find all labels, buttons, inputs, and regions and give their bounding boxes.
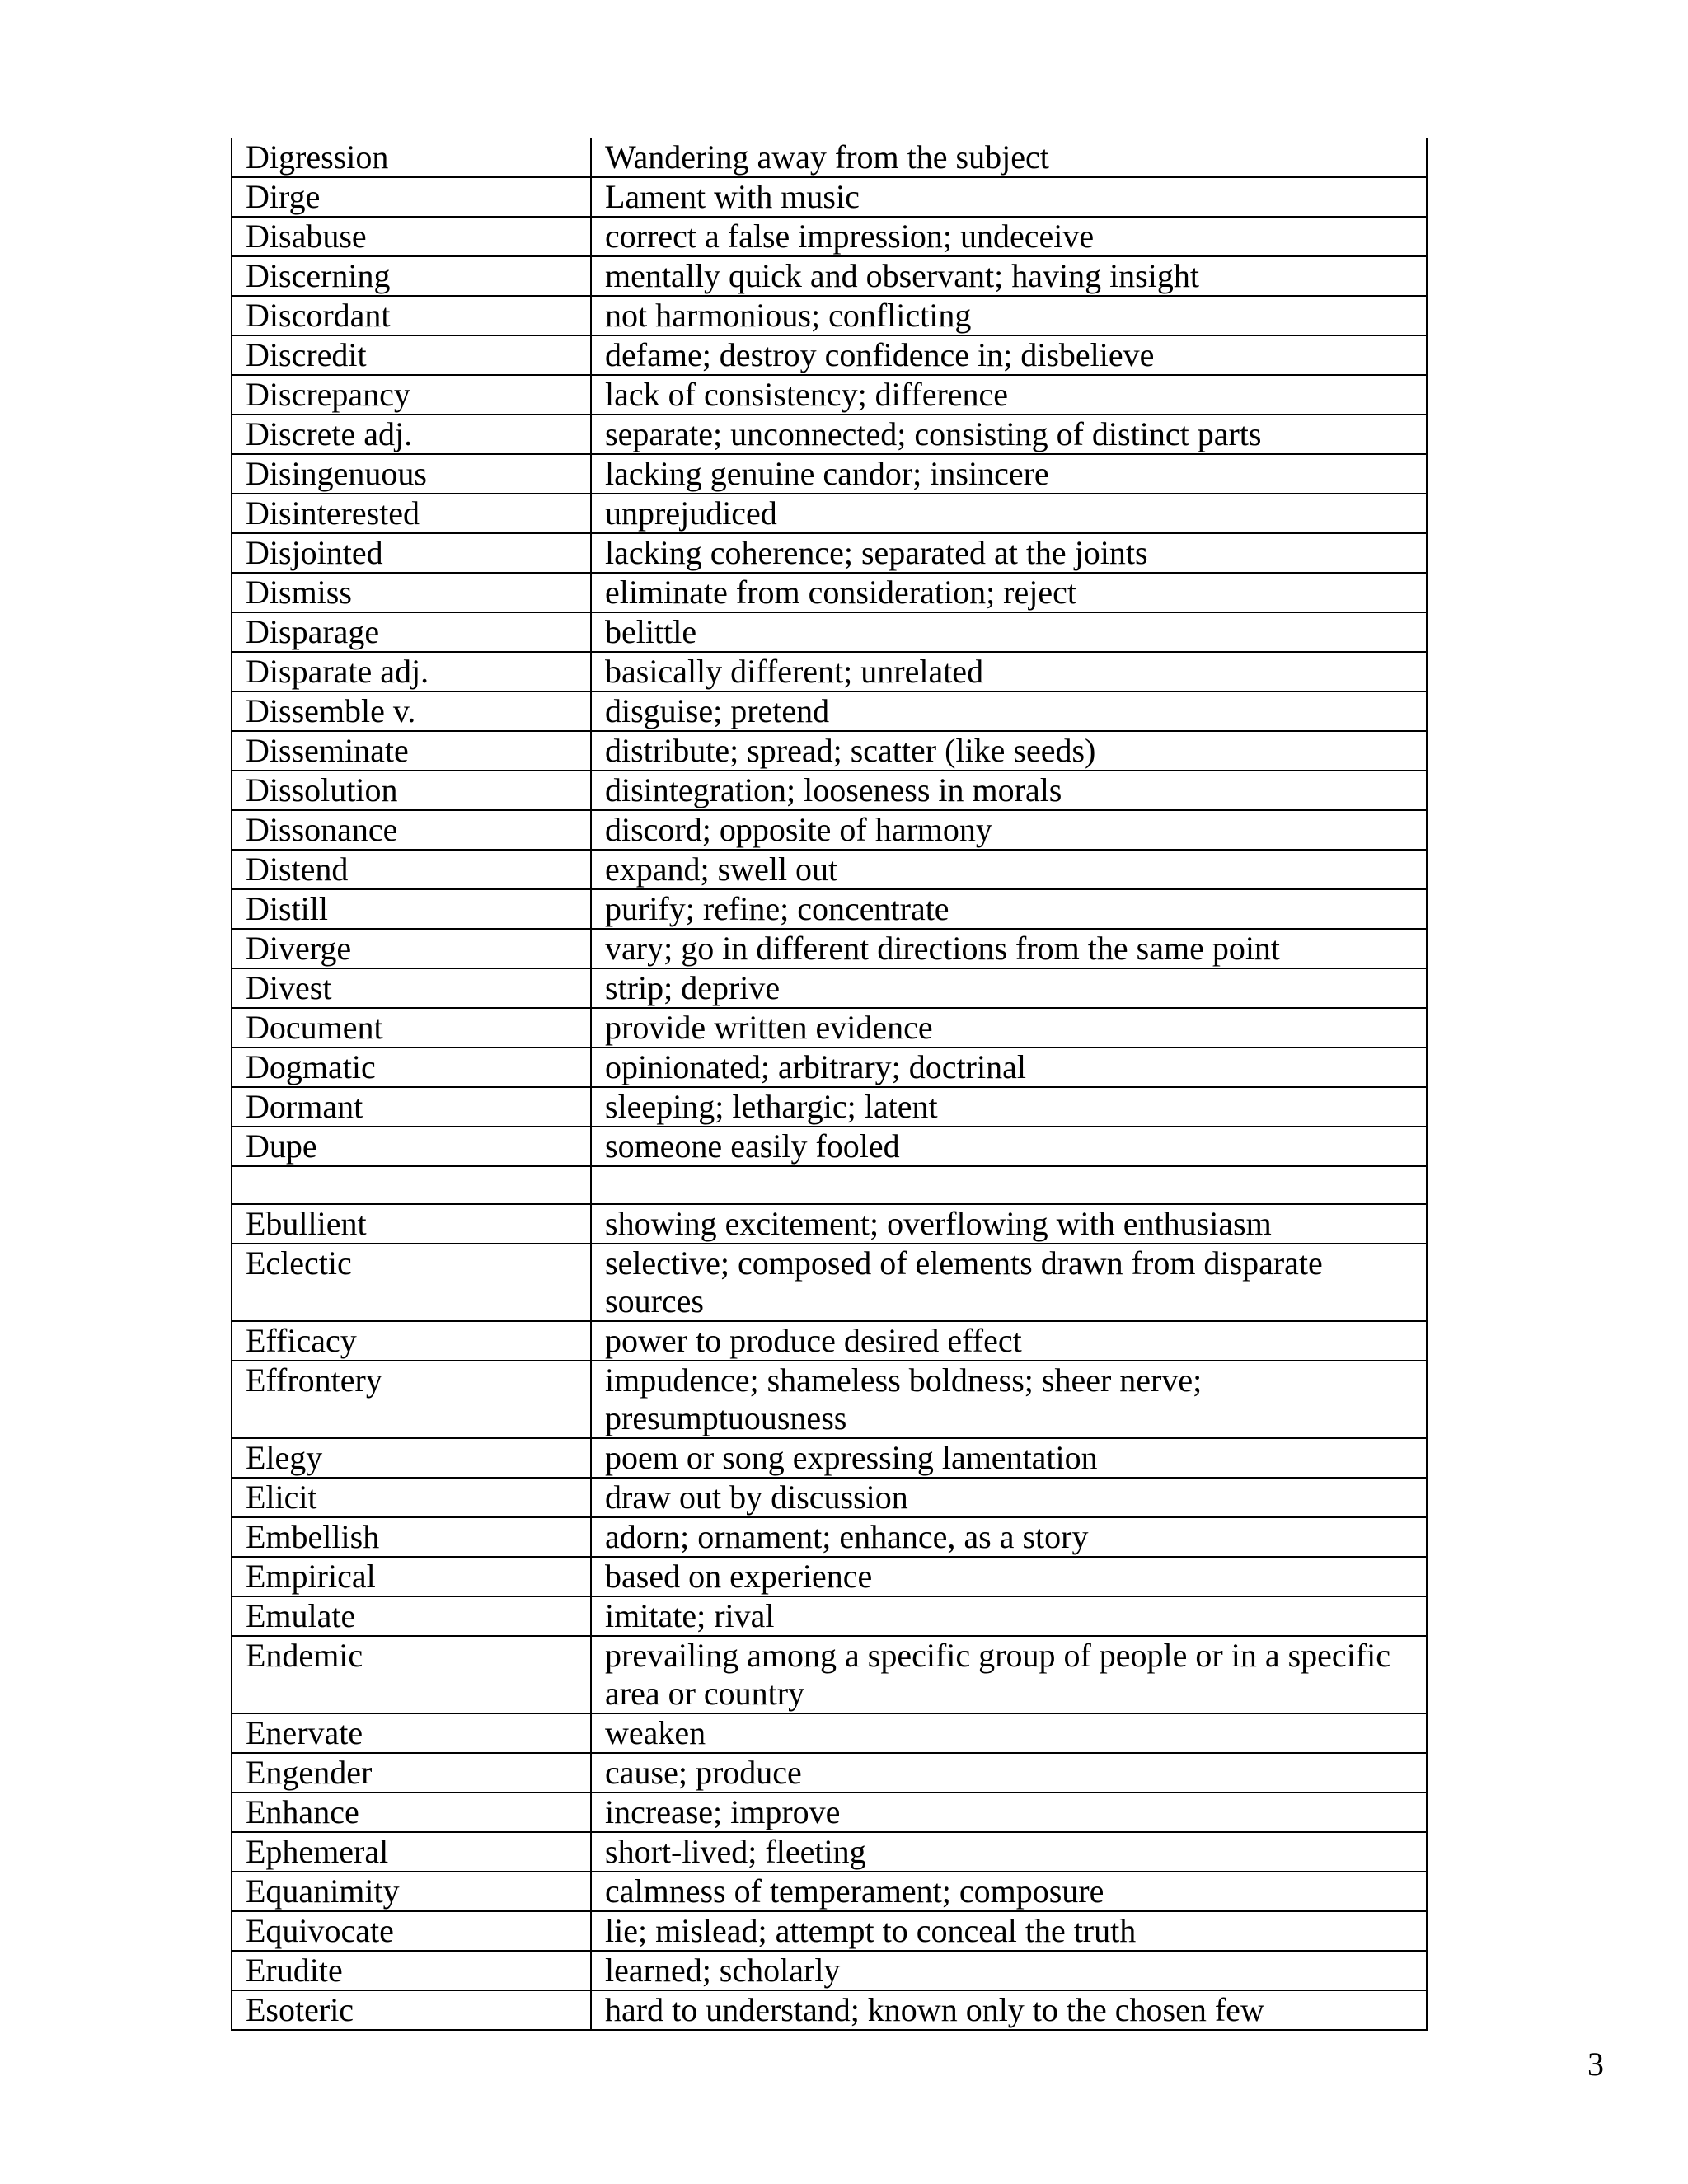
term-cell: Disinterested	[232, 494, 591, 533]
definition-cell: eliminate from consideration; reject	[591, 573, 1427, 612]
table-row	[232, 1087, 1427, 1127]
definition-cell: increase; improve	[591, 1793, 1427, 1832]
table-row	[232, 1596, 1427, 1636]
term-cell: Dissonance	[232, 810, 591, 850]
definition-cell: learned; scholarly	[591, 1951, 1427, 1990]
term-cell: Disjointed	[232, 533, 591, 573]
table-row	[232, 968, 1427, 1008]
term-cell: Dismiss	[232, 573, 591, 612]
definition-cell: poem or song expressing lamentation	[591, 1438, 1427, 1478]
term-cell: Emulate	[232, 1596, 591, 1636]
definition-cell: hard to understand; known only to the chosen few	[591, 1990, 1427, 2030]
term-cell: Discredit	[232, 335, 591, 375]
definition-cell: belittle	[591, 612, 1427, 652]
definition-cell: Wandering away from the subject	[591, 138, 1427, 177]
table-row	[232, 1321, 1427, 1361]
term-cell: Digression	[232, 138, 591, 177]
definition-cell: strip; deprive	[591, 968, 1427, 1008]
definition-cell: lie; mislead; attempt to conceal the truth	[591, 1911, 1427, 1951]
table-row	[232, 652, 1427, 691]
definition-cell: provide written evidence	[591, 1008, 1427, 1047]
term-cell: Eclectic	[232, 1244, 591, 1321]
term-cell: Endemic	[232, 1636, 591, 1713]
definition-cell: calmness of temperament; composure	[591, 1872, 1427, 1911]
term-cell: Disparage	[232, 612, 591, 652]
table-row	[232, 256, 1427, 296]
term-cell: Equanimity	[232, 1872, 591, 1911]
definition-cell: vary; go in different directions from the same point	[591, 929, 1427, 968]
definition-cell: prevailing among a specific group of people or in a specific area or country	[591, 1636, 1427, 1713]
term-cell: Embellish	[232, 1517, 591, 1557]
table-row	[232, 494, 1427, 533]
term-cell: Dormant	[232, 1087, 591, 1127]
definition-cell: opinionated; arbitrary; doctrinal	[591, 1047, 1427, 1087]
table-row	[232, 1713, 1427, 1753]
term-cell: Dogmatic	[232, 1047, 591, 1087]
table-row	[232, 177, 1427, 217]
table-row	[232, 375, 1427, 415]
term-cell: Equivocate	[232, 1911, 591, 1951]
table-row	[232, 612, 1427, 652]
table-row	[232, 1557, 1427, 1596]
table-row	[232, 217, 1427, 256]
term-cell: Enervate	[232, 1713, 591, 1753]
definition-cell: impudence; shameless boldness; sheer nerve; presumptuousness	[591, 1361, 1427, 1438]
definition-cell: separate; unconnected; consisting of distinct parts	[591, 415, 1427, 454]
table-row	[232, 929, 1427, 968]
table-row	[232, 454, 1427, 494]
term-cell: Enhance	[232, 1793, 591, 1832]
term-cell: Esoteric	[232, 1990, 591, 2030]
term-cell: Effrontery	[232, 1361, 591, 1438]
term-cell: Elicit	[232, 1478, 591, 1517]
definition-cell	[591, 1166, 1427, 1204]
definition-cell: disintegration; looseness in morals	[591, 771, 1427, 810]
definition-cell: expand; swell out	[591, 850, 1427, 889]
definition-cell: purify; refine; concentrate	[591, 889, 1427, 929]
table-row	[232, 1008, 1427, 1047]
definition-cell: imitate; rival	[591, 1596, 1427, 1636]
table-row	[232, 1047, 1427, 1087]
table-row	[232, 731, 1427, 771]
definition-cell: unprejudiced	[591, 494, 1427, 533]
table-row	[232, 1361, 1427, 1438]
term-cell: Elegy	[232, 1438, 591, 1478]
table-row	[232, 1872, 1427, 1911]
definition-cell: cause; produce	[591, 1753, 1427, 1793]
term-cell: Divest	[232, 968, 591, 1008]
table-row	[232, 1438, 1427, 1478]
table-row	[232, 1127, 1427, 1166]
term-cell: Engender	[232, 1753, 591, 1793]
definition-cell: weaken	[591, 1713, 1427, 1753]
term-cell: Dissolution	[232, 771, 591, 810]
definition-cell: power to produce desired effect	[591, 1321, 1427, 1361]
definition-cell: defame; destroy confidence in; disbelieve	[591, 335, 1427, 375]
term-cell: Discordant	[232, 296, 591, 335]
term-cell: Ephemeral	[232, 1832, 591, 1872]
definition-cell: draw out by discussion	[591, 1478, 1427, 1517]
table-row	[232, 415, 1427, 454]
table-row	[232, 573, 1427, 612]
table-row	[232, 1990, 1427, 2030]
definition-cell: short-lived; fleeting	[591, 1832, 1427, 1872]
definition-cell: Lament with music	[591, 177, 1427, 217]
term-cell: Empirical	[232, 1557, 591, 1596]
definition-cell: adorn; ornament; enhance, as a story	[591, 1517, 1427, 1557]
term-cell: Distill	[232, 889, 591, 929]
table-row	[232, 1478, 1427, 1517]
table-row	[232, 691, 1427, 731]
table-row	[232, 1753, 1427, 1793]
definition-cell: lacking coherence; separated at the joints	[591, 533, 1427, 573]
definition-cell: mentally quick and observant; having insight	[591, 256, 1427, 296]
definition-cell: discord; opposite of harmony	[591, 810, 1427, 850]
term-cell: Dupe	[232, 1127, 591, 1166]
term-cell: Document	[232, 1008, 591, 1047]
term-cell: Erudite	[232, 1951, 591, 1990]
term-cell: Discrete adj.	[232, 415, 591, 454]
table-row	[232, 1911, 1427, 1951]
term-cell: Discrepancy	[232, 375, 591, 415]
table-row	[232, 335, 1427, 375]
glossary-table	[231, 138, 1428, 2031]
table-row	[232, 1793, 1427, 1832]
term-cell: Discerning	[232, 256, 591, 296]
definition-cell: based on experience	[591, 1557, 1427, 1596]
term-cell	[232, 1166, 591, 1204]
table-row	[232, 1517, 1427, 1557]
term-cell: Disseminate	[232, 731, 591, 771]
term-cell: Diverge	[232, 929, 591, 968]
table-row	[232, 1832, 1427, 1872]
term-cell: Ebullient	[232, 1204, 591, 1244]
table-row	[232, 810, 1427, 850]
term-cell: Dissemble v.	[232, 691, 591, 731]
definition-cell: correct a false impression; undeceive	[591, 217, 1427, 256]
definition-cell: showing excitement; overflowing with enthusiasm	[591, 1204, 1427, 1244]
definition-cell: distribute; spread; scatter (like seeds)	[591, 731, 1427, 771]
table-row	[232, 1951, 1427, 1990]
definition-cell: not harmonious; conflicting	[591, 296, 1427, 335]
term-cell: Disabuse	[232, 217, 591, 256]
table-row	[232, 296, 1427, 335]
definition-cell: disguise; pretend	[591, 691, 1427, 731]
glossary-table-body	[232, 138, 1427, 2030]
table-row	[232, 533, 1427, 573]
table-row	[232, 771, 1427, 810]
definition-cell: sleeping; lethargic; latent	[591, 1087, 1427, 1127]
definition-cell: selective; composed of elements drawn from disparate sources	[591, 1244, 1427, 1321]
definition-cell: someone easily fooled	[591, 1127, 1427, 1166]
term-cell: Dirge	[232, 177, 591, 217]
page-number: 3	[1587, 2046, 1604, 2083]
table-row	[232, 889, 1427, 929]
table-row	[232, 850, 1427, 889]
term-cell: Disparate adj.	[232, 652, 591, 691]
definition-cell: lack of consistency; difference	[591, 375, 1427, 415]
table-row	[232, 1244, 1427, 1321]
table-row	[232, 1204, 1427, 1244]
definition-cell: basically different; unrelated	[591, 652, 1427, 691]
term-cell: Distend	[232, 850, 591, 889]
table-row	[232, 138, 1427, 177]
term-cell: Efficacy	[232, 1321, 591, 1361]
definition-cell: lacking genuine candor; insincere	[591, 454, 1427, 494]
table-row	[232, 1166, 1427, 1204]
term-cell: Disingenuous	[232, 454, 591, 494]
table-row	[232, 1636, 1427, 1713]
